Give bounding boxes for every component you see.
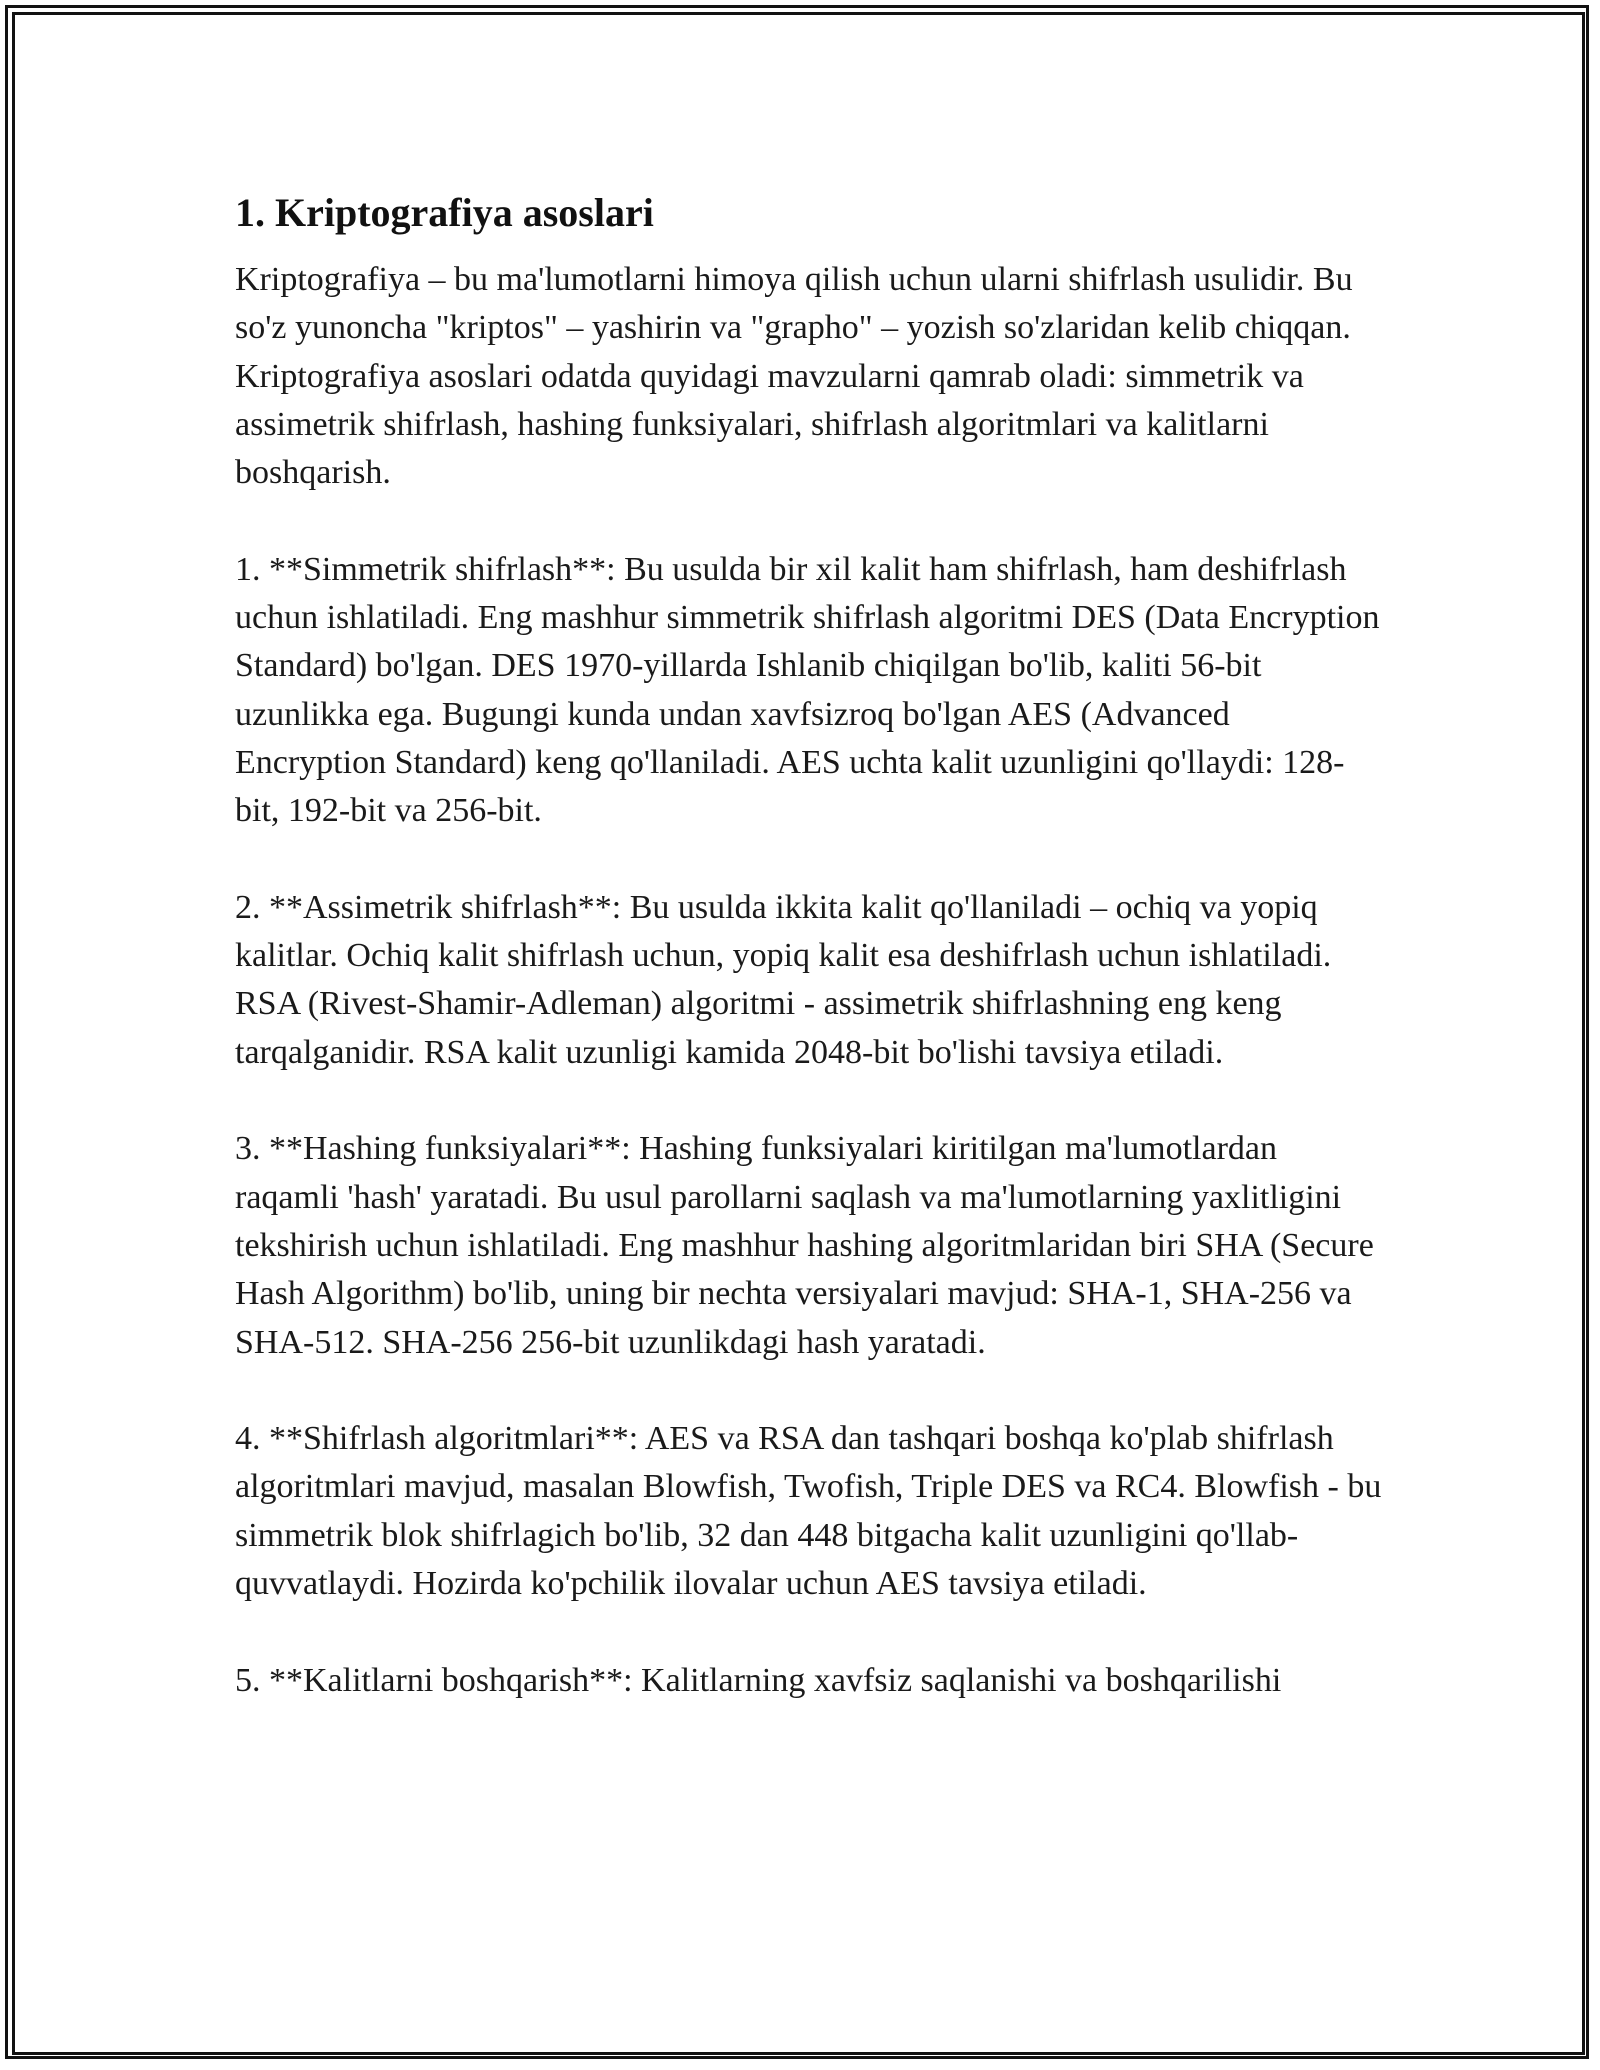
document-page	[235, 186, 1385, 1705]
paragraph-symmetric-encryption: 1. **Simmetrik shifrlash**: Bu usulda bir xil kalit ham shifrlash, ham deshifrlash uchun ishlatiladi. Eng mashhur simmetrik shifrlash algoritmi DES (Data Encryption Standard) bo'lgan. DES 1970-yillarda Ishlanib chiqilgan bo'lib, kaliti 56-bit uzunlikka ega. Bugungi kunda undan xavfsizroq bo'lgan AES (Advanced Encryption Standard) keng qo'llaniladi. AES uchta kalit uzunligini qo'llaydi: 128-bit, 192-bit va 256-bit.	[235, 550, 1380, 830]
paragraph-key-management: 5. **Kalitlarni boshqarish**: Kalitlarning xavfsiz saqlanishi va boshqarilishi	[235, 1661, 1282, 1699]
intro-paragraph: Kriptografiya – bu ma'lumotlarni himoya qilish uchun ularni shifrlash usulidir. Bu so'z yunoncha "kriptos" – yashirin va "grapho" – yozish so'zlaridan kelib chiqqan. Kriptografiya asoslari odatda quyidagi mavzularni qamrab oladi: simmetrik va assimetrik shifrlash, hashing funksiyalari, shifrlash algoritmlari va kalitlarni boshqarish.	[235, 261, 1353, 492]
document-title: 1. Kriptografiya asoslari	[235, 190, 654, 235]
paragraph-encryption-algorithms: 4. **Shifrlash algoritmlari**: AES va RSA dan tashqari boshqa ko'plab shifrlash algoritmlari mavjud, masalan Blowfish, Twofish, Triple DES va RC4. Blowfish - bu simmetrik blok shifrlagich bo'lib, 32 dan 448 bitgacha kalit uzunligini qo'llab-quvvatlaydi. Hozirda ko'pchilik ilovalar uchun AES tavsiya etiladi.	[235, 1420, 1382, 1603]
paragraph-hashing-functions: 3. **Hashing funksiyalari**: Hashing funksiyalari kiritilgan ma'lumotlardan raqamli 'hash' yaratadi. Bu usul parollarni saqlash va ma'lumotlarning yaxlitligini tekshirish uchun ishlatiladi. Eng mashhur hashing algoritmlaridan biri SHA (Secure Hash Algorithm) bo'lib, uning bir nechta versiyalari mavjud: SHA-1, SHA-256 va SHA-512. SHA-256 256-bit uzunlikdagi hash yaratadi.	[235, 1130, 1374, 1361]
paragraph-asymmetric-encryption: 2. **Assimetrik shifrlash**: Bu usulda ikkita kalit qo'llaniladi – ochiq va yopiq kalitlar. Ochiq kalit shifrlash uchun, yopiq kalit esa deshifrlash uchun ishlatiladi. RSA (Rivest-Shamir-Adleman) algoritmi - assimetrik shifrlashning eng keng tarqalganidir. RSA kalit uzunligi kamida 2048-bit bo'lishi tavsiya etiladi.	[235, 888, 1332, 1071]
